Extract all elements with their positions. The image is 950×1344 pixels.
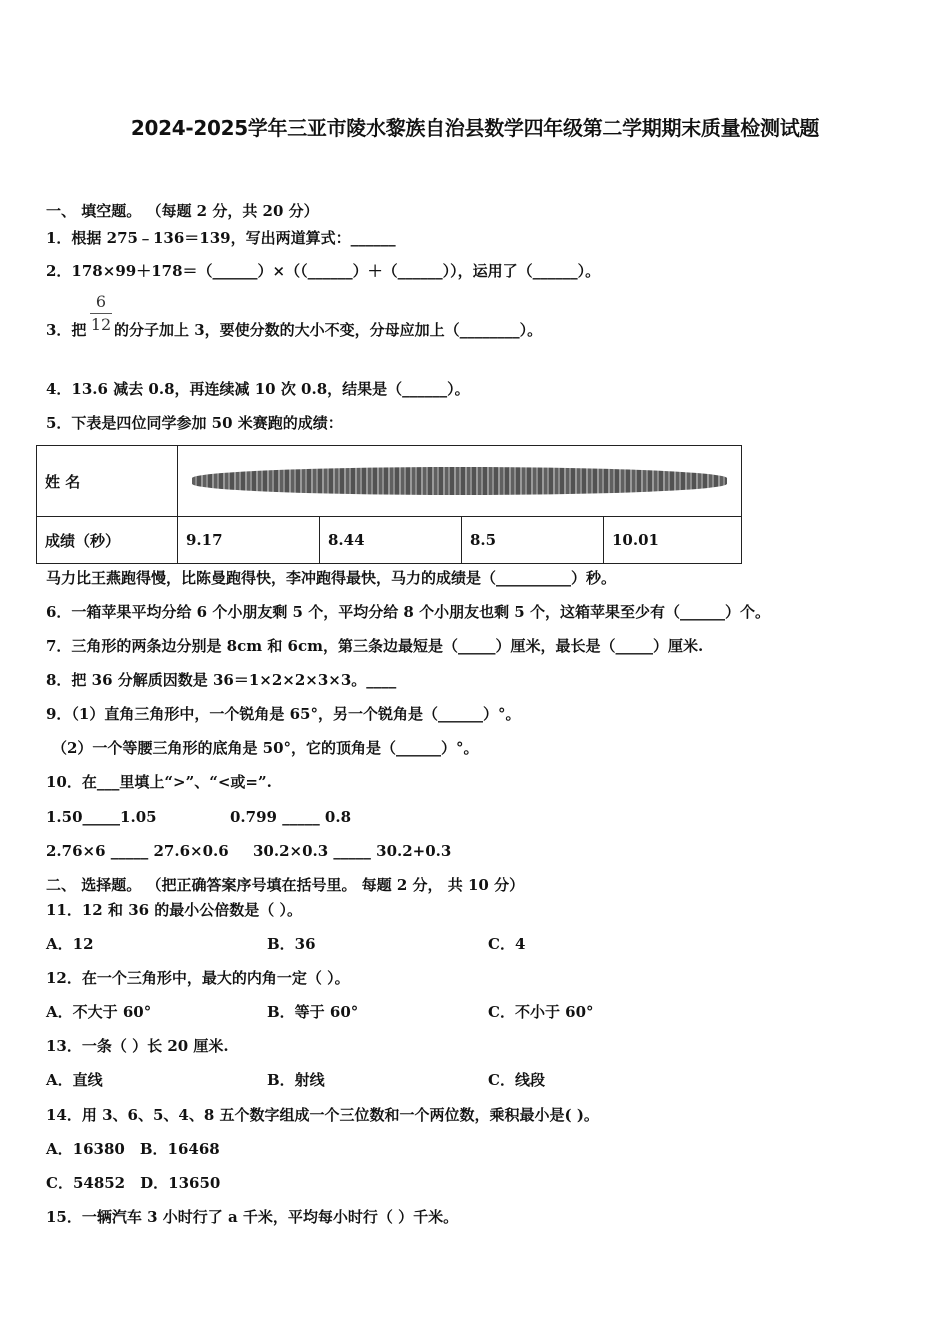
question-10-item-d: 30.2×0.3 _____ 30.2+0.3 [253, 842, 452, 860]
question-3-prefix: 3．把 [46, 321, 87, 339]
redaction-smudge [192, 467, 727, 495]
question-7: 7．三角形的两条边分别是 8cm 和 6cm，第三条边最短是（_____）厘米，最长是（_____）厘米. [46, 637, 704, 655]
q13-option-a: A．直线 [46, 1071, 103, 1089]
question-5: 5．下表是四位同学参加 50 米赛跑的成绩： [46, 414, 343, 432]
question-10-item-a: 1.50_____1.05 [46, 808, 157, 826]
question-12: 12．在一个三角形中，最大的内角一定（ ）。 [46, 969, 350, 987]
question-9-part-2: （2）一个等腰三角形的底角是 50°，它的顶角是（______）°。 [52, 739, 479, 757]
question-11: 11．12 和 36 的最小公倍数是（ ）。 [46, 901, 303, 919]
question-8: 8．把 36 分解质因数是 36＝1×2×2×3×3。____ [46, 671, 397, 689]
q12-option-c: C．不小于 60° [488, 1003, 594, 1021]
score-table [36, 445, 742, 564]
score-cell: 8.44 [320, 517, 462, 564]
question-14: 14．用 3、6、5、4、8 五个数字组成一个三位数和一个两位数，乘积最小是( )。 [46, 1106, 599, 1124]
question-3-suffix: 的分子加上 3，要使分数的大小不变，分母应加上（________）。 [114, 321, 543, 339]
question-4: 4．13.6 减去 0.8，再连续减 10 次 0.8，结果是（______）。 [46, 380, 470, 398]
score-cell: 10.01 [604, 517, 742, 564]
q11-option-b: B．36 [267, 935, 316, 953]
q12-option-a: A．不大于 60° [46, 1003, 152, 1021]
fraction-numerator: 6 [95, 292, 107, 311]
q13-option-b: B．射线 [267, 1071, 325, 1089]
q11-option-a: A．12 [46, 935, 94, 953]
question-1: 1．根据 275﹣136＝139，写出两道算式：______ [46, 229, 396, 247]
score-cell: 8.5 [462, 517, 604, 564]
q13-option-c: C．线段 [488, 1071, 545, 1089]
question-2: 2．178×99＋178＝（______）×（（______）＋（______）），运用了（______）。 [46, 262, 601, 280]
question-10-item-b: 0.799 _____ 0.8 [230, 808, 352, 826]
question-9-part-1: 9．（1）直角三角形中，一个锐角是 65°，另一个锐角是（______）°。 [46, 705, 521, 723]
question-10-item-c: 2.76×6 _____ 27.6×0.6 [46, 842, 229, 860]
fraction [88, 292, 114, 335]
score-label: 成绩（秒） [37, 517, 178, 564]
q11-option-c: C．4 [488, 935, 526, 953]
score-cell: 9.17 [178, 517, 320, 564]
fraction-denominator: 12 [90, 315, 112, 334]
question-13: 13．一条（ ）长 20 厘米. [46, 1037, 229, 1055]
question-6: 6．一箱苹果平均分给 6 个小朋友剩 5 个，平均分给 8 个小朋友也剩 5 个，这箱苹果至少有（______）个。 [46, 603, 770, 621]
fraction-bar [90, 313, 112, 314]
q12-option-b: B．等于 60° [267, 1003, 359, 1021]
q14-options-ab: A．16380 B．16468 [46, 1140, 220, 1158]
question-5-text: 马力比王燕跑得慢，比陈曼跑得快，李冲跑得最快，马力的成绩是（__________）秒。 [46, 569, 617, 587]
section-2-heading: 二、 选择题。 （把正确答案序号填在括号里。 每题 2 分， 共 10 分） [46, 876, 525, 894]
table-row-scores [37, 517, 742, 564]
name-label: 姓 名 [37, 446, 178, 517]
page-title: 2024-2025学年三亚市陵水黎族自治县数学四年级第二学期期末质量检测试题 [130, 116, 820, 140]
q14-options-cd: C．54852 D．13650 [46, 1174, 221, 1192]
section-1-heading: 一、 填空题。 （每题 2 分，共 20 分） [46, 202, 319, 220]
question-10: 10．在___里填上“>”、“<或=”. [46, 773, 272, 791]
table-row-names [37, 446, 742, 517]
question-15: 15．一辆汽车 3 小时行了 a 千米，平均每小时行（ ）千米。 [46, 1208, 459, 1226]
names-redacted [178, 446, 742, 517]
